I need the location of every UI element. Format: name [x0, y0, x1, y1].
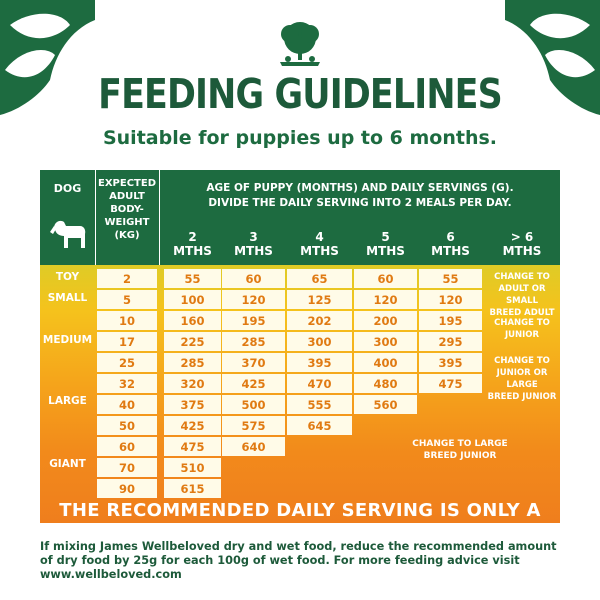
col-weight-line-2: ADULT	[109, 191, 145, 202]
dog-silhouette-icon	[48, 214, 90, 254]
note-junior: CHANGE TO JUNIOR	[494, 318, 550, 340]
serving-cell: 202	[287, 311, 352, 330]
month-header-over-6: > 6 MTHS	[502, 230, 542, 258]
footer-note	[40, 540, 570, 582]
header-divider	[95, 170, 96, 265]
serving-cell: 500	[222, 395, 285, 414]
category-large: LARGE	[48, 395, 87, 407]
serving-cell: 285	[222, 332, 285, 351]
serving-cell: 640	[222, 437, 285, 456]
serving-cell: 120	[419, 290, 482, 309]
month-header-6: 6 MTHS	[431, 230, 470, 258]
serving-cell: 395	[419, 353, 482, 372]
note-adult: CHANGE TO ADULT OR SMALL BREED ADULT	[489, 272, 555, 318]
col-dog-header: DOG	[53, 182, 82, 195]
col-weight-line-4: WEIGHT	[104, 217, 150, 228]
serving-cell: 65	[287, 269, 352, 288]
serving-cell: 400	[354, 353, 417, 372]
weight-cell: 60	[97, 437, 157, 456]
serving-cell: 295	[419, 332, 482, 351]
month-header-2: 2 MTHS	[173, 230, 212, 258]
weight-cell: 50	[97, 416, 157, 435]
serving-cell: 300	[287, 332, 352, 351]
col-weight-line-5: (KG)	[114, 230, 140, 241]
month-header-3: 3 MTHS	[234, 230, 273, 258]
serving-cell: 285	[164, 353, 221, 372]
category-giant: GIANT	[49, 458, 86, 470]
footer-line-2: of dry food by 25g for each 100g of wet food. For more feeding advice visit	[40, 554, 520, 567]
weight-cell: 70	[97, 458, 157, 477]
serving-cell: 100	[164, 290, 221, 309]
serving-cell: 60	[222, 269, 285, 288]
serving-cell: 160	[164, 311, 221, 330]
category-medium: MEDIUM	[42, 334, 93, 346]
serving-cell: 195	[419, 311, 482, 330]
category-small: SMALL	[47, 292, 88, 304]
serving-cell: 370	[222, 353, 285, 372]
age-header-line-1: AGE OF PUPPY (MONTHS) AND DAILY SERVINGS (G).	[206, 182, 514, 194]
serving-cell: 120	[354, 290, 417, 309]
weight-cell: 90	[97, 479, 157, 498]
serving-cell: 615	[164, 479, 221, 498]
category-toy: TOY	[55, 271, 80, 283]
serving-cell: 60	[354, 269, 417, 288]
weight-cell: 5	[97, 290, 157, 309]
col-weight-line-1: EXPECTED	[98, 178, 156, 189]
weight-cell: 10	[97, 311, 157, 330]
serving-cell: 645	[287, 416, 352, 435]
serving-cell: 300	[354, 332, 417, 351]
serving-cell: 480	[354, 374, 417, 393]
header-divider	[159, 170, 160, 265]
serving-cell: 475	[419, 374, 482, 393]
serving-cell: 395	[287, 353, 352, 372]
page-subtitle: Suitable for puppies up to 6 months.	[102, 127, 498, 149]
serving-cell: 55	[164, 269, 221, 288]
serving-cell: 475	[164, 437, 221, 456]
month-header-4: 4 MTHS	[300, 230, 339, 258]
note-large-breed-junior: CHANGE TO LARGE BREED JUNIOR	[412, 439, 508, 461]
weight-cell: 17	[97, 332, 157, 351]
col-weight-line-3: BODY-	[110, 204, 144, 215]
tree-logo-icon	[270, 18, 330, 70]
footer-link: www.wellbeloved.com	[40, 568, 182, 581]
serving-cell: 375	[164, 395, 221, 414]
weight-cell: 32	[97, 374, 157, 393]
guide-banner: THE RECOMMENDED DAILY SERVING IS ONLY A GUIDE.	[59, 500, 541, 546]
serving-cell: 470	[287, 374, 352, 393]
serving-cell: 575	[222, 416, 285, 435]
serving-cell: 555	[287, 395, 352, 414]
serving-cell: 425	[222, 374, 285, 393]
note-large-junior: CHANGE TO JUNIOR OR LARGE BREED JUNIOR	[487, 356, 557, 402]
serving-cell: 120	[222, 290, 285, 309]
serving-cell: 200	[354, 311, 417, 330]
age-header-line-2: DIVIDE THE DAILY SERVING INTO 2 MEALS PER DAY.	[208, 197, 512, 209]
serving-cell: 425	[164, 416, 221, 435]
month-header-5: 5 MTHS	[366, 230, 405, 258]
serving-cell: 225	[164, 332, 221, 351]
page-title: FEEDING GUIDELINES	[98, 70, 502, 118]
serving-cell: 195	[222, 311, 285, 330]
serving-cell: 560	[354, 395, 417, 414]
weight-cell: 40	[97, 395, 157, 414]
serving-cell: 320	[164, 374, 221, 393]
weight-cell: 2	[97, 269, 157, 288]
serving-cell: 55	[419, 269, 482, 288]
serving-cell: 125	[287, 290, 352, 309]
serving-cell: 510	[164, 458, 221, 477]
weight-cell: 25	[97, 353, 157, 372]
footer-line-1: If mixing James Wellbeloved dry and wet food, reduce the recommended amount	[40, 540, 557, 553]
